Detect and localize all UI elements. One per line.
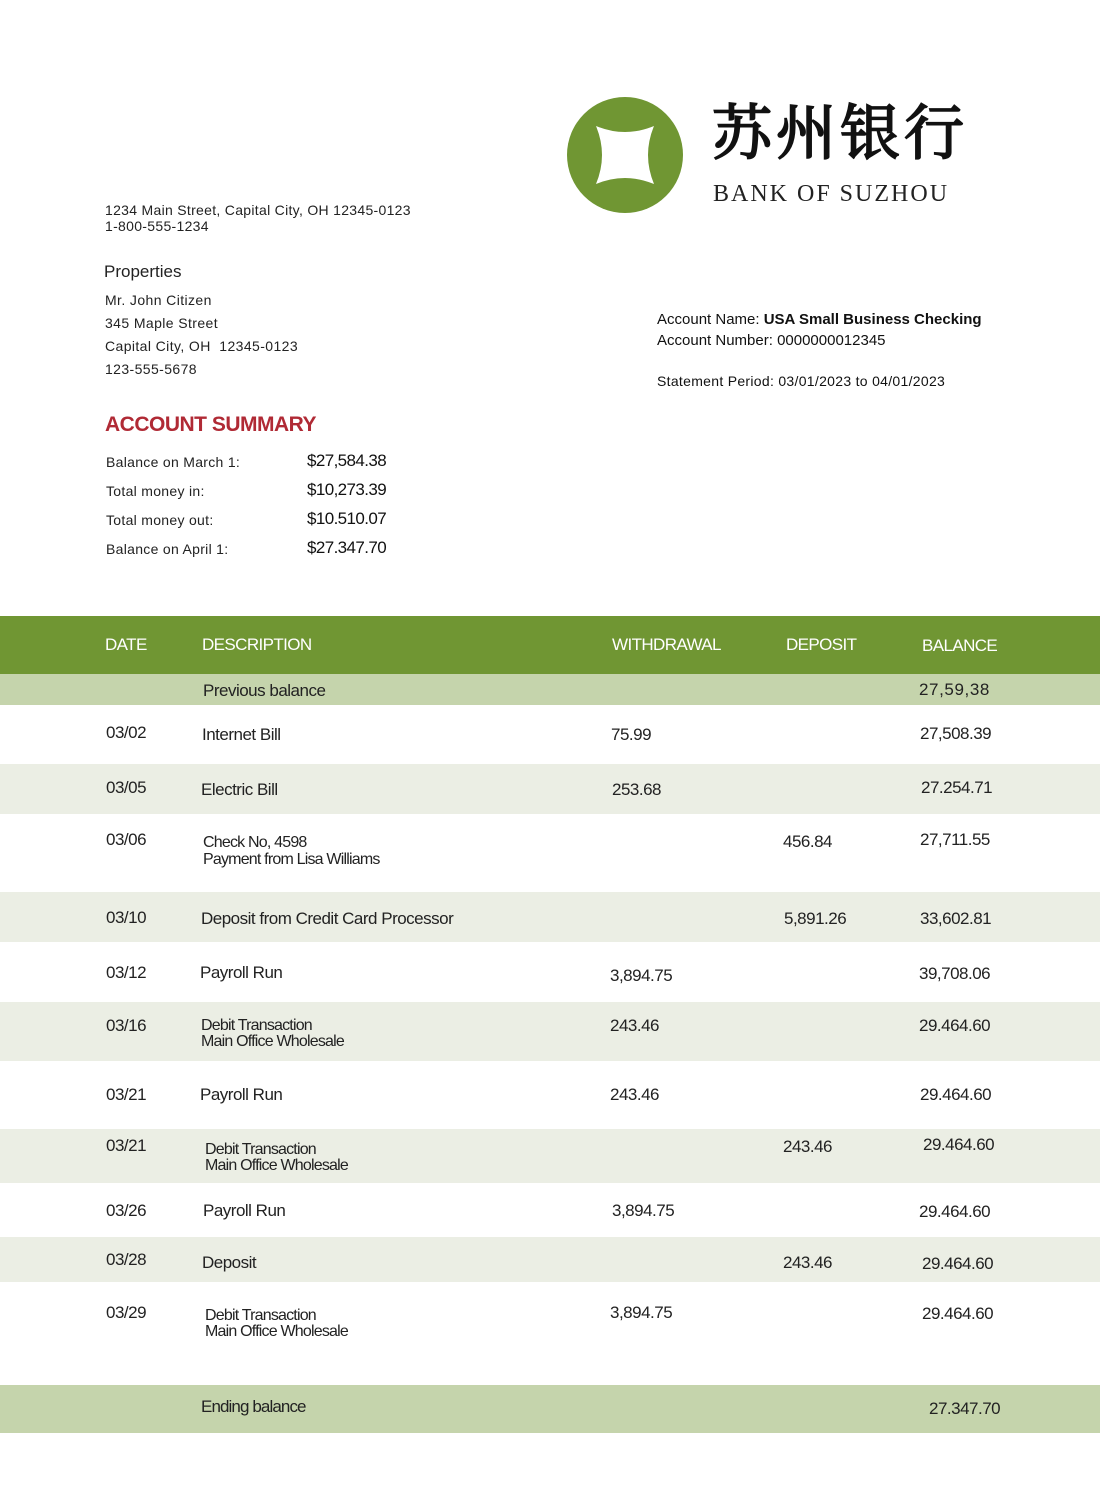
row-withdrawal: 253.68 [612,780,661,799]
account-summary-title: ACCOUNT SUMMARY [105,413,317,436]
row-deposit: 243.46 [783,1253,832,1272]
row-deposit: 456.84 [783,832,832,851]
account-number-value: 0000000012345 [777,332,886,349]
row-balance: 29.464.60 [919,1016,991,1035]
row-description: Electric Bill [201,780,278,799]
ending-balance-label: Ending balance [201,1397,306,1416]
row-withdrawal: 3,894.75 [610,966,673,985]
ending-balance-value: 27.347.70 [929,1399,1001,1418]
summary-label: Balance on March 1: [106,454,241,470]
row-description: Deposit [202,1253,257,1272]
row-description: Payroll Run [200,963,283,982]
row-balance: 33,602.81 [920,909,992,928]
account-name-value: USA Small Business Checking [763,311,982,328]
customer-address-block [105,289,298,381]
row-deposit: 243.46 [783,1137,832,1156]
row-description: Check No, 4598 [203,834,307,851]
row-withdrawal: 3,894.75 [612,1201,675,1220]
row-balance: 27,508.39 [920,724,992,743]
row-date: 03/26 [106,1201,147,1220]
row-balance: 39,708.06 [919,964,991,983]
row-date: 03/21 [106,1085,147,1104]
row-date: 03/06 [106,830,147,849]
column-header-description: DESCRIPTION [202,635,312,654]
row-date: 03/28 [106,1250,147,1269]
row-description-line2: Main Office Wholesale [201,1033,344,1050]
row-withdrawal: 3,894.75 [610,1303,673,1322]
row-description-line2: Main Office Wholesale [205,1157,348,1174]
bank-logo-icon [566,96,684,214]
summary-label: Total money out: [106,512,214,528]
row-balance: 29.464.60 [922,1254,994,1273]
column-header-date: DATE [105,635,147,654]
row-balance: 27.254.71 [921,778,993,797]
summary-label: Balance on April 1: [106,541,229,557]
row-description: Payroll Run [203,1201,286,1220]
column-header-deposit: DEPOSIT [786,635,857,654]
row-withdrawal: 75.99 [611,725,652,744]
row-withdrawal: 243.46 [610,1085,659,1104]
row-deposit: 5,891.26 [784,909,847,928]
summary-value: $10,273.39 [307,480,387,499]
account-info [657,309,982,351]
summary-value: $27.347.70 [307,538,387,557]
statement-period: Statement Period: 03/01/2023 to 04/01/2023 [657,373,946,389]
column-header-withdrawal: WITHDRAWAL [612,635,721,654]
row-description: Internet Bill [202,725,281,744]
row-date: 03/02 [106,723,147,742]
row-date: 03/16 [106,1016,147,1035]
customer-city: Capital City, OH 12345-0123 [105,338,299,354]
column-header-balance: BALANCE [922,636,998,655]
bank-name-chinese: 苏州银行 [712,99,968,169]
account-number-label: Account Number: [657,332,778,349]
row-balance: 29.464.60 [923,1135,995,1154]
row-date: 03/10 [106,908,147,927]
customer-street: 345 Maple Street [105,315,219,331]
row-date: 03/29 [106,1303,147,1322]
account-name-label: Account Name: [657,311,764,328]
customer-phone: 123-555-5678 [105,361,197,377]
bank-phone: 1-800-555-1234 [105,218,209,234]
row-description: Deposit from Credit Card Processor [201,909,454,928]
row-balance: 29.464.60 [920,1085,992,1104]
summary-value: $10.510.07 [307,509,387,528]
row-description: Debit Transaction [205,1307,316,1324]
bank-address: 1234 Main Street, Capital City, OH 12345-0123 [105,202,411,218]
row-description-line2: Main Office Wholesale [205,1323,348,1340]
previous-balance-value: 27,59,38 [919,680,990,699]
row-balance: 29.464.60 [919,1202,991,1221]
bank-name-english: BANK OF SUZHOU [713,181,950,207]
customer-section-title: Properties [104,262,182,281]
row-description: Debit Transaction [205,1141,316,1158]
row-description: Debit Transaction [201,1017,312,1034]
row-balance: 27,711.55 [920,830,990,849]
transactions-table-header [0,616,1100,674]
bank-contact [105,202,411,234]
row-date: 03/21 [106,1136,147,1155]
row-date: 03/05 [106,778,147,797]
previous-balance-label: Previous balance [203,681,326,700]
row-description: Payroll Run [200,1085,283,1104]
row-date: 03/12 [106,963,147,982]
row-withdrawal: 243.46 [610,1016,659,1035]
summary-label: Total money in: [106,483,205,499]
customer-name: Mr. John Citizen [105,292,212,308]
row-description-line2: Payment from Lisa Williams [203,851,380,868]
row-balance: 29.464.60 [922,1304,994,1323]
summary-value: $27,584.38 [307,451,387,470]
